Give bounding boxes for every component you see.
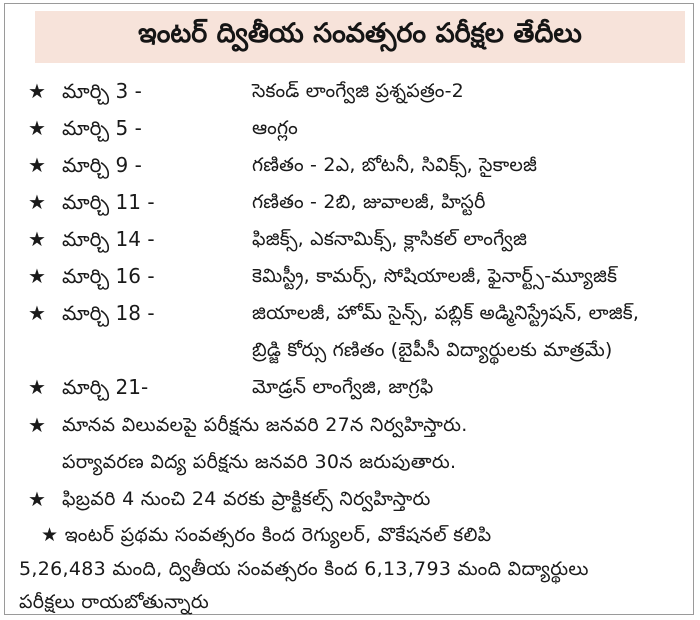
exam-subject: గణితం - 2బి, జువాలజీ, హిస్టరీ bbox=[252, 191, 486, 213]
star-icon: ★ bbox=[28, 153, 46, 177]
exam-date: మార్చి 3 - bbox=[62, 79, 142, 103]
page-title: ఇంటర్ ద్వితీయ సంవత్సరం పరీక్షల తేదీలు bbox=[138, 18, 582, 49]
exam-date: మార్చి 16 - bbox=[62, 264, 155, 288]
star-icon: ★ bbox=[41, 524, 59, 546]
star-icon: ★ bbox=[28, 227, 46, 251]
star-icon: ★ bbox=[28, 116, 46, 140]
schedule-row bbox=[5, 298, 695, 332]
article-frame bbox=[4, 3, 694, 615]
summary-line-1 bbox=[41, 522, 492, 548]
schedule-row-continued bbox=[5, 335, 695, 369]
note-text: పర్యావరణ విద్య పరీక్షను జనవరి 30న జరుపుతారు. bbox=[62, 451, 457, 473]
summary-line-3: పరీక్షలు రాయబోతున్నారు bbox=[19, 591, 210, 613]
schedule-row bbox=[5, 261, 695, 295]
exam-subject: బ్రిడ్జి కోర్సు గణితం (బైపీసీ విద్యార్థులకు మాత్రమే) bbox=[252, 339, 613, 361]
star-icon: ★ bbox=[28, 301, 46, 325]
schedule-row bbox=[5, 150, 695, 184]
exam-subject: ఆంగ్లం bbox=[252, 117, 298, 139]
exam-subject: గణితం - 2ఎ, బోటనీ, సివిక్స్, సైకాలజీ bbox=[252, 154, 538, 176]
exam-subject: కెమిస్ట్రీ, కామర్స్, సోషియాలజీ, ఫైనార్ట్స్-మ్యూజిక్ bbox=[252, 265, 618, 287]
star-icon: ★ bbox=[28, 413, 46, 437]
summary-text: ఇంటర్ ప్రథమ సంవత్సరం కింద రెగ్యులర్, వొకేషనల్ కలిపి bbox=[64, 524, 492, 546]
star-icon: ★ bbox=[28, 79, 46, 103]
schedule-row bbox=[5, 372, 695, 406]
note-environment bbox=[5, 447, 695, 481]
exam-date: మార్చి 21- bbox=[62, 375, 149, 399]
exam-subject: ఫిజిక్స్, ఎకనామిక్స్, క్లాసికల్ లాంగ్వేజి bbox=[252, 228, 528, 250]
exam-subject: సెకండ్ లాంగ్వేజి ప్రశ్నపత్రం-2 bbox=[252, 80, 464, 102]
exam-subject: మోడ్రన్ లాంగ్వేజి, జాగ్రఫి bbox=[252, 376, 434, 398]
note-text: ఫిబ్రవరి 4 నుంచి 24 వరకు ప్రాక్టికల్స్ నిర్వహిస్తారు bbox=[62, 488, 431, 510]
exam-subject: జియాలజీ, హోమ్ సైన్స్, పబ్లిక్ అడ్మినిస్ట్రేషన్, లాజిక్, bbox=[252, 302, 640, 324]
note-practicals bbox=[5, 484, 695, 518]
summary-line-2: 5,26,483 మంది, ద్వితీయ సంవత్సరం కింద 6,13,793 మంది విద్యార్థులు bbox=[19, 558, 589, 580]
title-banner bbox=[35, 11, 685, 63]
star-icon: ★ bbox=[28, 487, 46, 511]
star-icon: ★ bbox=[28, 190, 46, 214]
star-icon: ★ bbox=[28, 264, 46, 288]
schedule-row bbox=[5, 76, 695, 110]
schedule-row bbox=[5, 224, 695, 258]
schedule-row bbox=[5, 187, 695, 221]
exam-date: మార్చి 11 - bbox=[62, 190, 155, 214]
exam-date: మార్చి 9 - bbox=[62, 153, 142, 177]
schedule-row bbox=[5, 113, 695, 147]
exam-date: మార్చి 18 - bbox=[62, 301, 155, 325]
exam-date: మార్చి 5 - bbox=[62, 116, 142, 140]
star-icon: ★ bbox=[28, 375, 46, 399]
exam-date: మార్చి 14 - bbox=[62, 227, 155, 251]
note-values bbox=[5, 410, 695, 444]
note-text: మానవ విలువలపై పరీక్షను జనవరి 27న నిర్వహిస్తారు. bbox=[62, 414, 468, 436]
